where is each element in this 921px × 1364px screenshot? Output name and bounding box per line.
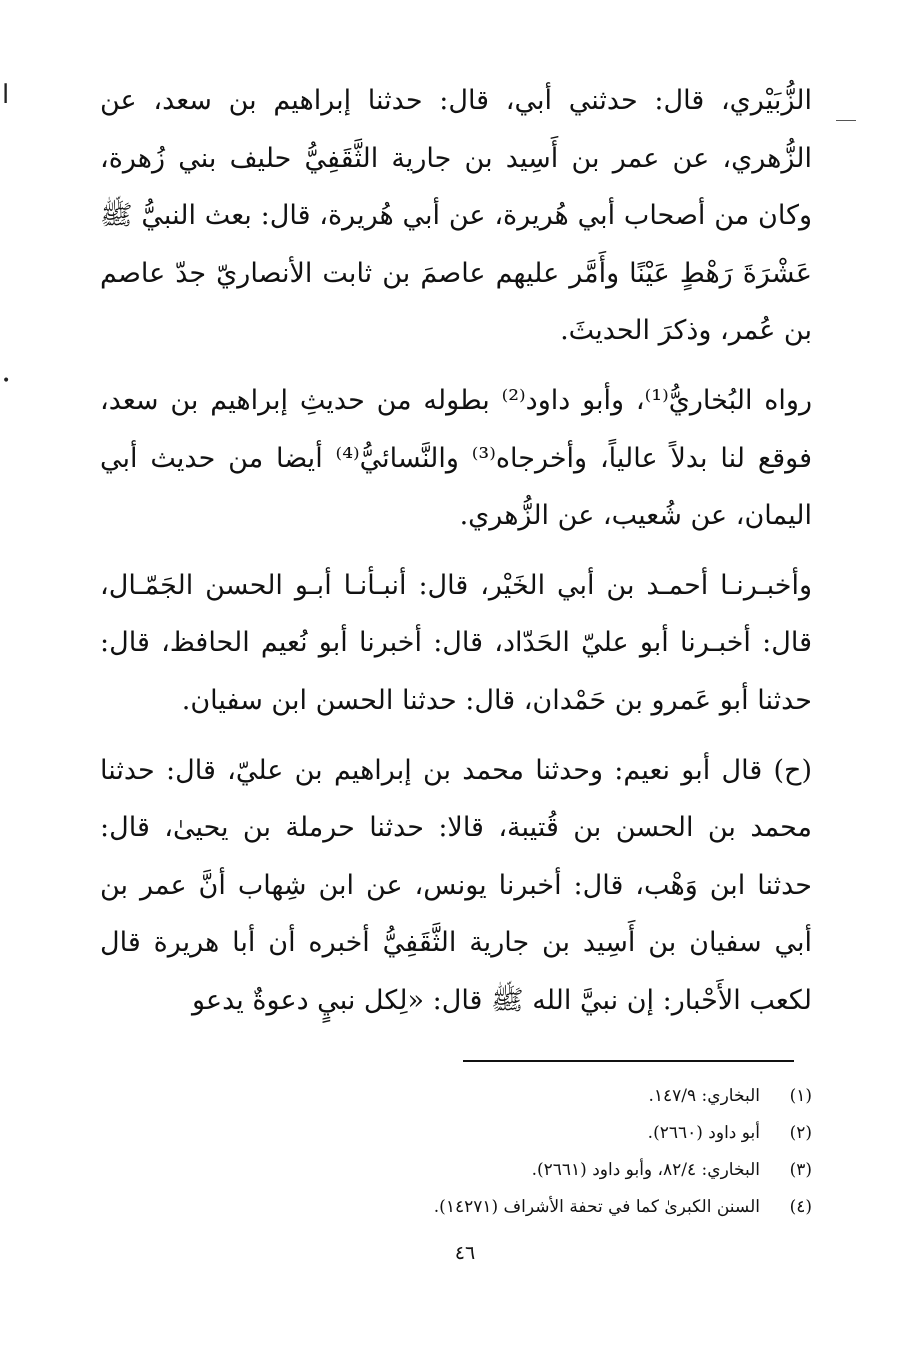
footnote-number: (٣) [789, 1160, 812, 1180]
page-number: ٤٦ [454, 1242, 476, 1264]
footnote-1 [420, 1086, 812, 1123]
footnote-text: السنن الكبرىٰ كما في تحفة الأشراف (١٤٢٧١). [433, 1197, 760, 1217]
paragraph-1: الزُّبَيْري، قال: حدثني أبي، قال: حدثنا إبراهيم بن سعد، عن الزُّهري، عن عمر بن أَسِيد بن جارية الثَّقَفِيُّ حليف بني زُهرة، وكان من أصحاب أبي هُريرة، عن أبي هُريرة، قال: بعث النبيُّ ﷺ عَشْرَةَ رَهْطٍ عَيْنًا وأَمَّر عليهم عاصمَ بن ثابت الأنصاريّ جدّ عاصم بن عُمر، وذكرَ الحديثَ. [100, 85, 812, 347]
footnote-4 [420, 1197, 812, 1234]
footnote-number: (٢) [789, 1123, 812, 1143]
scan-artifact-line [836, 120, 856, 121]
footnotes [420, 1086, 812, 1234]
footnote-number: (٤) [789, 1197, 812, 1217]
footnote-3 [420, 1160, 812, 1197]
margin-dot: • [2, 373, 11, 389]
footnote-text: البخاري: ٨٢/٤، وأبو داود (٢٦٦١). [531, 1160, 760, 1180]
paragraph-3: وأخبـرنـا أحمـد بن أبي الخَيْر، قال: أنبـأنـا أبـو الحسن الجَمّـال، قال: أخبـرنا أبو عليّ الحَدّاد، قال: أخبرنا أبو نُعيم الحافظ، قال: حدثنا أبو عَمرو بن حَمْدان، قال: حدثنا الحسن ابن سفيان. [100, 569, 812, 716]
footnote-text: البخاري: ١٤٧/٩. [648, 1086, 760, 1106]
footnote-text: أبو داود (٢٦٦٠). [647, 1123, 760, 1143]
margin-mark: ا [2, 80, 10, 110]
footnote-number: (١) [789, 1086, 812, 1106]
footnote-separator [463, 1060, 794, 1062]
paragraph-4: (ح) قال أبو نعيم: وحدثنا محمد بن إبراهيم بن عليّ، قال: حدثنا محمد بن الحسن بن قُتيبة، قالا: حدثنا حرملة بن يحيىٰ، قال: حدثنا ابن وَهْب، قال: أخبرنا يونس، عن ابن شِهاب أنَّ عمر بن أبي سفيان بن أَسِيد بن جارية الثَّقَفِيُّ أخبره أن أبا هريرة قال لكعب الأَحْبار: إن نبيَّ الله ﷺ قال: «لِكل نبيٍ دعوةٌ يدعو [100, 754, 812, 1016]
paragraph-2: رواه البُخاريُّ⁽¹⁾، وأبو داود⁽²⁾ بطوله من حديثِ إبراهيم بن سعد، فوقع لنا بدلاً عالياً، وأخرجاه⁽³⁾ والنَّسائيُّ⁽⁴⁾ أيضا من حديث أبي اليمان، عن شُعيب، عن الزُّهري. [100, 384, 813, 532]
main-text [100, 72, 812, 1030]
footnote-2 [420, 1123, 812, 1160]
